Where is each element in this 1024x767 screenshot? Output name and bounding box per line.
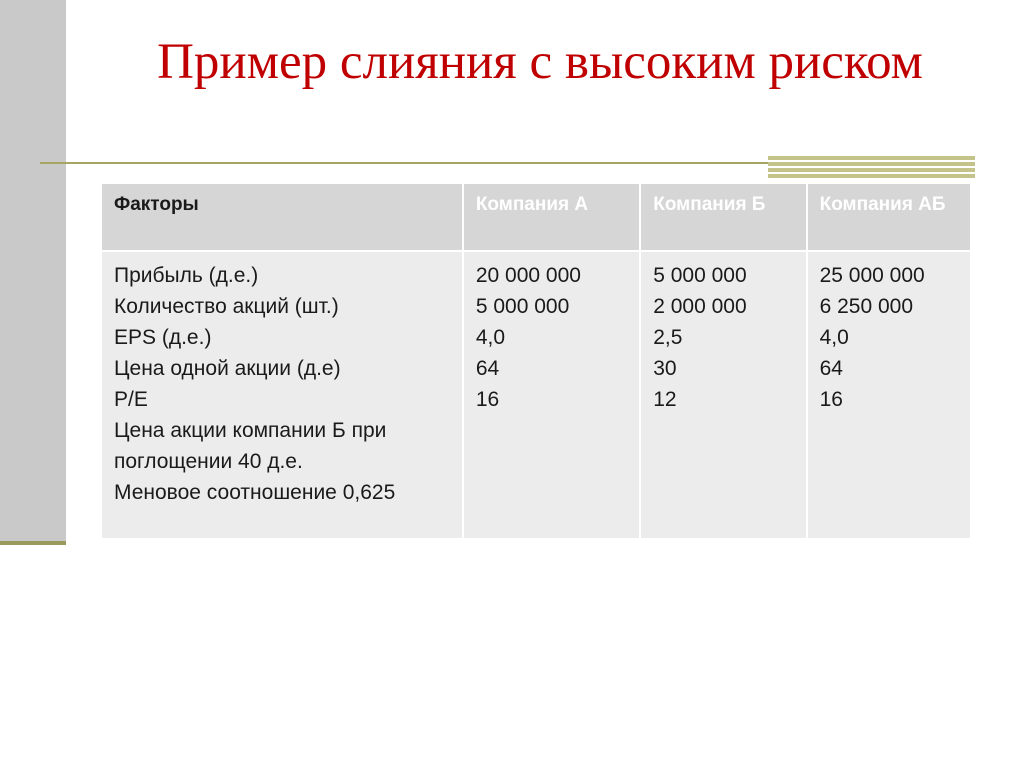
- left-decor-bar: [0, 0, 66, 544]
- factor-pe: P/E: [114, 388, 148, 411]
- factor-eps: EPS (д.е.): [114, 326, 212, 349]
- table-header-row: [101, 183, 971, 251]
- company-ab-shares: 6 250 000: [819, 295, 914, 318]
- company-b-eps: 2,5: [653, 326, 683, 349]
- factor-profit: Прибыль (д.е.): [114, 264, 259, 287]
- title-rule-accent: [768, 156, 975, 178]
- company-ab-price: 64: [819, 357, 843, 380]
- header-company-a: Компания А: [463, 183, 640, 251]
- company-a-eps: 4,0: [475, 326, 506, 349]
- company-ab-pe: 16: [819, 388, 843, 411]
- company-a-shares: 5 000 000: [475, 295, 570, 318]
- company-ab-eps: 4,0: [819, 326, 849, 349]
- company-a-profit: 20 000 000: [475, 264, 581, 287]
- company-a-pe: 16: [475, 388, 500, 411]
- header-company-b: Компания Б: [640, 183, 806, 251]
- factor-shares: Количество акций (шт.): [114, 295, 339, 318]
- header-factors: Факторы: [101, 183, 463, 251]
- company-b-shares: 2 000 000: [653, 295, 747, 318]
- factor-exchange-ratio: Меновое соотношение 0,625: [114, 481, 396, 504]
- factor-acquisition-price: Цена акции компании Б при поглощении 40 д.е.: [114, 419, 387, 473]
- factor-share-price: Цена одной акции (д.е): [114, 357, 341, 380]
- table-row: [101, 251, 971, 539]
- factors-cell: [101, 251, 463, 539]
- company-b-profit: 5 000 000: [653, 264, 747, 287]
- company-b-price: 30: [653, 357, 677, 380]
- company-ab-cell: [807, 251, 971, 539]
- left-decor-rule: [0, 541, 66, 545]
- header-company-ab: Компания АБ: [807, 183, 971, 251]
- company-a-cell: [463, 251, 640, 539]
- company-ab-profit: 25 000 000: [819, 264, 925, 287]
- company-a-price: 64: [475, 357, 500, 380]
- factors-table: [100, 182, 972, 540]
- company-b-cell: [640, 251, 806, 539]
- company-b-pe: 12: [653, 388, 677, 411]
- slide-title: Пример слияния с высоким риском: [157, 34, 923, 90]
